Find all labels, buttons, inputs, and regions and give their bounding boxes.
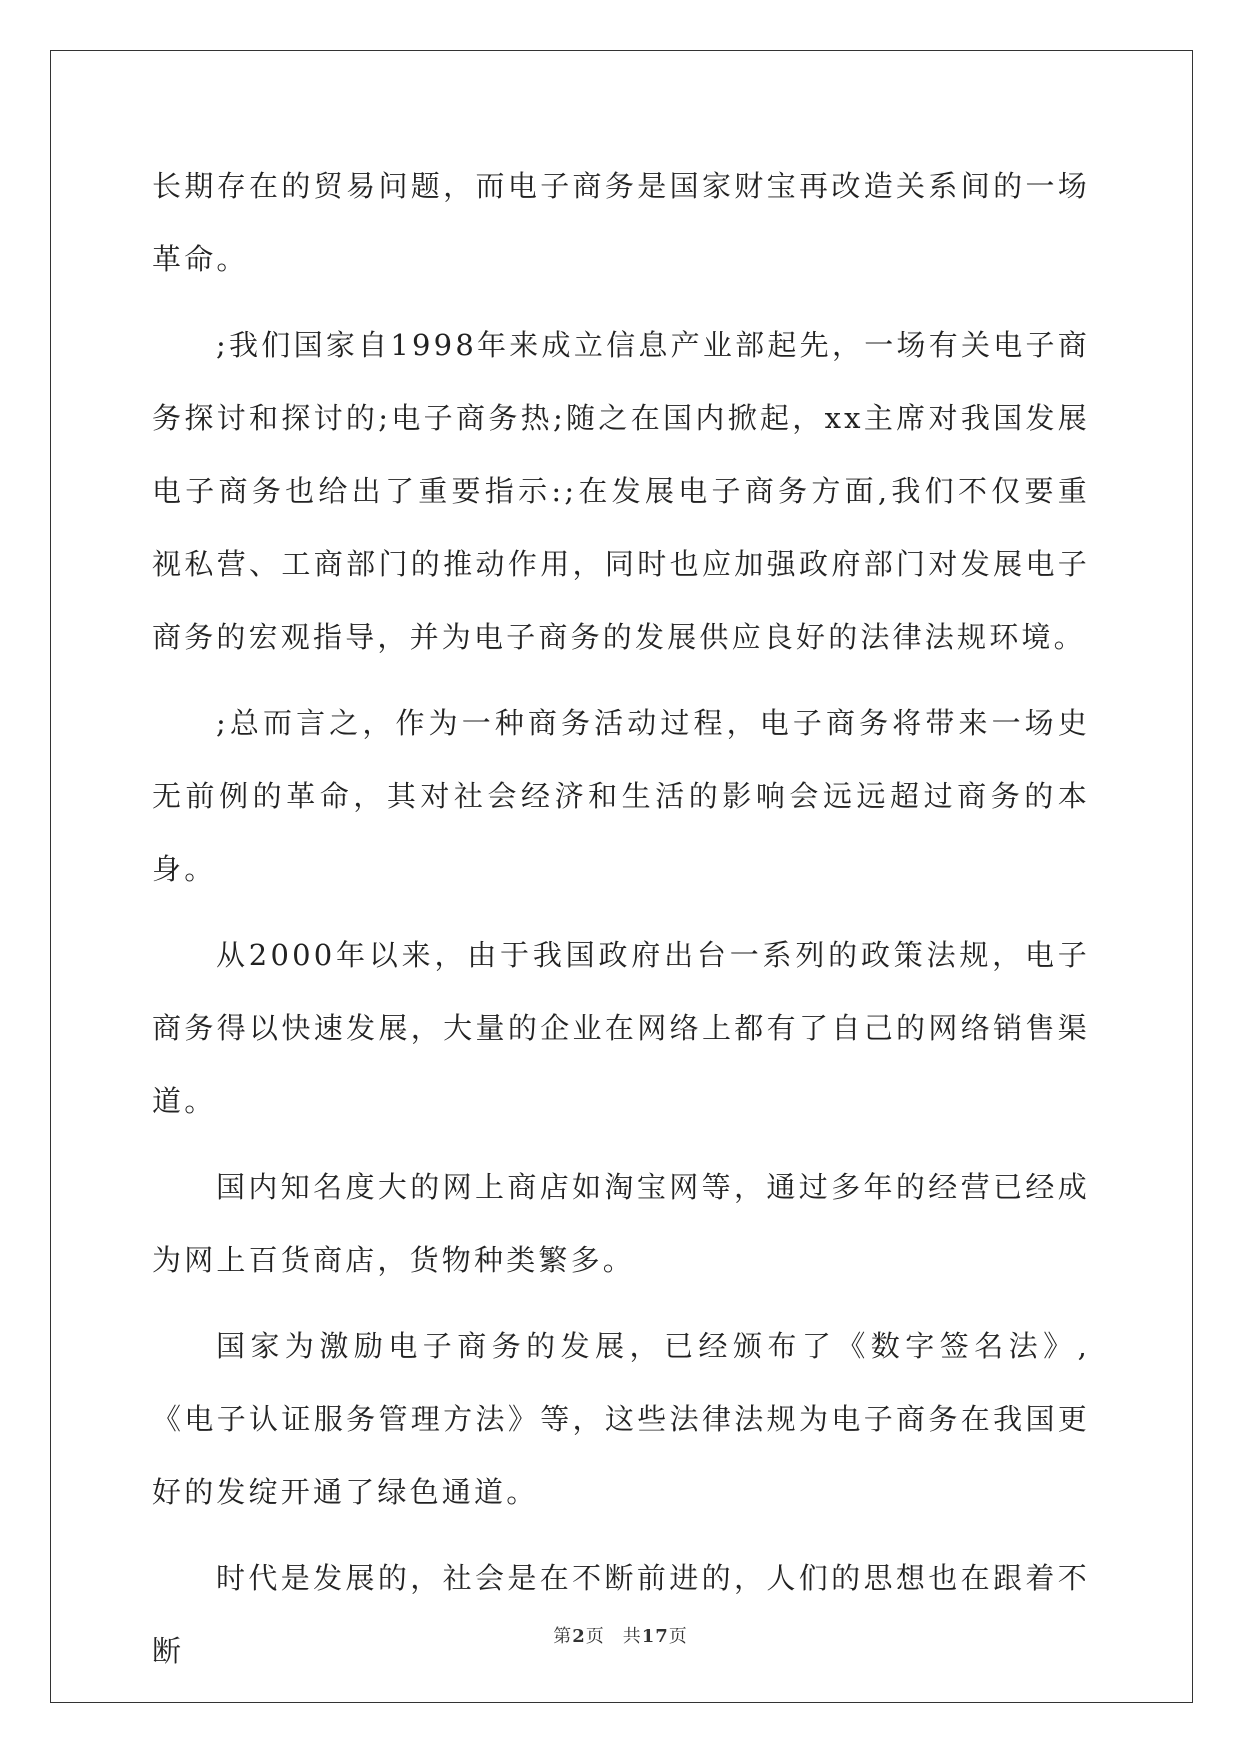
paragraph-1: 长期存在的贸易问题，而电子商务是国家财宝再改造关系间的一场革命。: [152, 169, 1090, 276]
page-footer: [0, 1622, 1241, 1648]
total-suffix: 页: [668, 1626, 688, 1647]
paragraph-3: ;总而言之，作为一种商务活动过程，电子商务将带来一场史无前例的革命，其对社会经济和生活的影响会远远超过商务的本身。: [152, 706, 1090, 886]
paragraph-7: 时代是发展的，社会是在不断前进的，人们的思想也在跟着不断: [152, 1561, 1090, 1668]
document-body: [152, 150, 1090, 1701]
total-pages: 17: [641, 1626, 669, 1647]
paragraph-4: 从2000年以来，由于我国政府出台一系列的政策法规，电子商务得以快速发展，大量的企业在网络上都有了自己的网络销售渠道。: [152, 938, 1090, 1118]
paragraph-6: 国家为激励电子商务的发展，已经颁布了《数字签名法》,《电子认证服务管理方法》等，这些法律法规为电子商务在我国更好的发绽开通了绿色通道。: [152, 1329, 1090, 1509]
paragraph-5: 国内知名度大的网上商店如淘宝网等，通过多年的经营已经成为网上百货商店，货物种类繁多。: [152, 1170, 1090, 1277]
total-prefix: 共: [622, 1626, 642, 1647]
page-prefix: 第: [553, 1626, 573, 1647]
page-suffix: 页: [585, 1626, 605, 1647]
paragraph-2: ;我们国家自1998年来成立信息产业部起先，一场有关电子商务探讨和探讨的;电子商务热;随之在国内掀起，xx主席对我国发展电子商务也给出了重要指示:;在发展电子商务方面,我们不仅要重视私营、工商部门的推动作用，同时也应加强政府部门对发展电子商务的宏观指导，并为电子商务的发展供应良好的法律法规环境。: [152, 328, 1090, 654]
page-number: 2: [572, 1626, 586, 1647]
